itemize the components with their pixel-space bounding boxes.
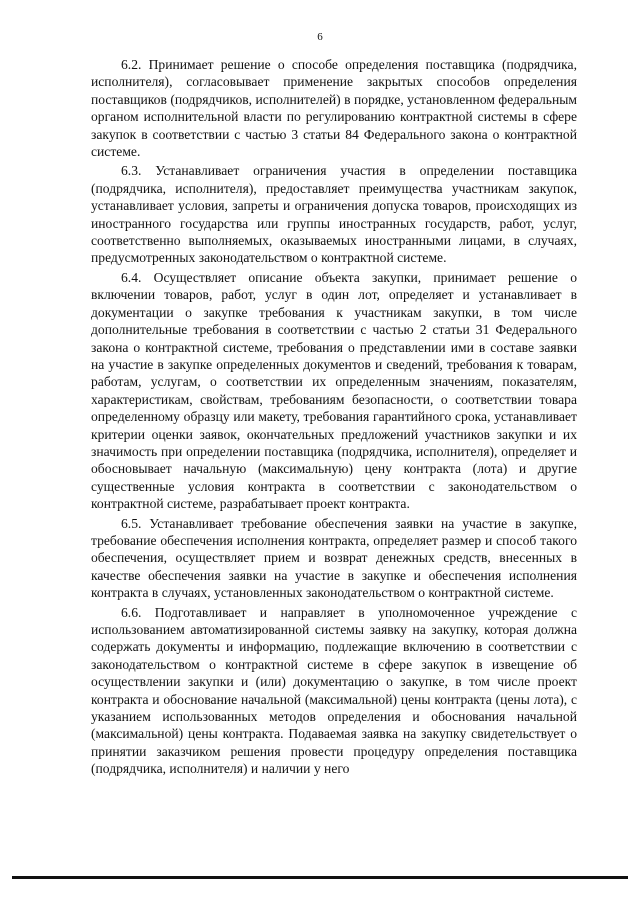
page-number: 6 xyxy=(317,31,323,43)
paragraph-6-5: 6.5. Устанавливает требование обеспечения заявки на участие в закупке, требование обеспечения исполнения контракта, определяет размер и способ такого обеспечения, осуществляет прием и возврат денежных средств, внесенных в качестве обеспечения заявки на участие в закупке и обеспечения исполнения контракта в случаях, установленных законодательством о контрактной системе. xyxy=(91,515,577,601)
document-body xyxy=(91,56,577,780)
paragraph-6-6: 6.6. Подготавливает и направляет в уполномоченное учреждение с использованием автоматизированной системы заявку на закупку, которая должна содержать документы и информацию, подлежащие включению в соответствии с законодательством о контрактной системе в сфере закупок в извещение об осуществлении закупки и (или) документацию о закупке, в том числе проект контракта и обоснование начальной (максимальной) цены контракта (цены лота), с указанием использованных методов определения и обоснования начальной (максимальной) цены контракта. Подаваемая заявка на закупку свидетельствует о принятии заказчиком решения провести процедуру определения поставщика (подрядчика, исполнителя) и наличии у него xyxy=(91,604,577,777)
paragraph-6-4: 6.4. Осуществляет описание объекта закупки, принимает решение о включении товаров, работ, услуг в один лот, определяет и устанавливает в документации о закупке требования к участникам закупки, в том числе дополнительные требования в соответствии с частью 2 статьи 31 Федерального закона о контрактной системе, требования о представлении ими в составе заявки на участие в закупке определенных документов и сведений, требования к товарам, работам, услугам, о соответствии их определенным значениям, показателям, характеристикам, свойствам, требованиям безопасности, о соответствии товара определенному образцу или макету, требования гарантийного срока, устанавливает критерии оценки заявок, окончательных предложений участников закупки и их значимость при определении поставщика (подрядчика, исполнителя), определяет и обосновывает начальную (максимальную) цену контракта (лота) и другие существенные условия контракта в соответствии с законодательством о контрактной системе, разрабатывает проект контракта. xyxy=(91,269,577,512)
paragraph-6-3: 6.3. Устанавливает ограничения участия в определении поставщика (подрядчика, исполнителя), предоставляет преимущества участникам закупок, устанавливает условия, запреты и ограничения допуска товаров, происходящих из иностранного государства или группы иностранных государств, работ, услуг, соответственно выполняемых, оказываемых иностранными лицами, в случаях, предусмотренных законодательством о контрактной системе. xyxy=(91,163,577,266)
bottom-divider xyxy=(12,876,628,879)
paragraph-6-2: 6.2. Принимает решение о способе определения поставщика (подрядчика, исполнителя), согласовывает применение закрытых способов определения поставщиков (подрядчиков, исполнителей) в порядке, установленном федеральным органом исполнительной власти по регулированию контрактной системы в сфере закупок в соответствии с частью 3 статьи 84 Федерального закона о контрактной системе. xyxy=(91,57,577,160)
